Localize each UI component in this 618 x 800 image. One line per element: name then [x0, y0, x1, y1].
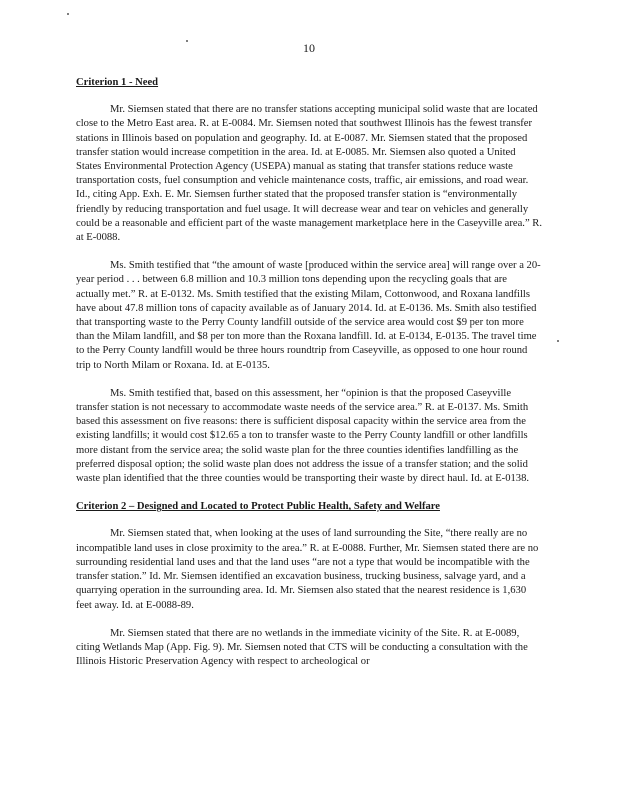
scan-speck: [67, 13, 69, 15]
scan-speck: [557, 340, 559, 342]
page-body: [76, 76, 542, 683]
paragraph: Mr. Siemsen stated that there are no transfer stations accepting municipal solid waste that are located close to the Metro East area. R. at E-0084. Mr. Siemsen noted that southwest Illinois has the fewest transfer stations in Illinois based on population and geography. Id. at E-0087. Mr. Siemsen stated that the proposed transfer station would increase competition in the area. Id. at E-0085. Mr. Siemsen also quoted a United States Environmental Protection Agency (USEPA) manual as stating that transfer stations reduce waste transportation costs, fuel consumption and vehicle maintenance costs, traffic, air emissions, and road wear. Id., citing App. Exh. E. Mr. Siemsen further stated that the proposed transfer station is “environmentally friendly by reducing transportation and fuel usage. It will decrease wear and tear on vehicles and generally could be a reasonable and efficient part of the waste management marketplace here in the Caseyville area.” R. at E-0088.: [76, 104, 543, 244]
paragraph: Ms. Smith testified that, based on this assessment, her “opinion is that the proposed Caseyville transfer station is not necessary to accommodate waste needs of the service area.” R. at E-0137. Ms. Smith based this assessment on five reasons: there is sufficient disposal capacity within the service area from the existing landfills; it would cost $12.65 a ton to transfer waste to the Perry County landfill or other landfills more distant from the service area; the solid waste plan for the three counties identifies landfilling as the preferred disposal option; the solid waste plan does not address the issue of a transfer station; and the solid waste plan identified that the three counties would be transporting their waste by direct haul. Id. at E-0138.: [76, 387, 530, 485]
paragraph: Mr. Siemsen stated that, when looking at the uses of land surrounding the Site, “there really are no incompatible land uses in close proximity to the area.” R. at E-0088. Further, Mr. Siemsen stated there are no surrounding residential land uses and that the land uses “are not a type that would be incompatible with the transfer station.” Id. Mr. Siemsen identified an excavation business, trucking business, salvage yard, and a quarrying operation in the surrounding area. Id. Mr. Siemsen also stated that the nearest residence is 1,630 feet away. Id. at E-0088-89.: [76, 528, 539, 611]
paragraph: Ms. Smith testified that “the amount of waste [produced within the service area] will range over a 20-year period . . . between 6.8 million and 10.3 million tons depending upon the recycling goals that are actually met.” R. at E-0132. Ms. Smith testified that the existing Milam, Cottonwood, and Roxana landfills have about 47.8 million tons of capacity available as of January 2014. Id. at E-0136. Ms. Smith also testified that transporting waste to the Perry County landfill outside of the service area would cost $9 per ton more than the Milam landfill, and $8 per ton more than the Roxana landfill. Id. at E-0134, E-0135. The travel time to the Perry County landfill would be three hours roundtrip from Caseyville, as opposed to one hour round trip to North Milam or Roxana. Id. at E-0135.: [76, 260, 541, 371]
section-heading-criterion-2: Criterion 2 – Designed and Located to Protect Public Health, Safety and Welfare: [76, 501, 440, 513]
page-number: 10: [303, 41, 315, 55]
section-heading-criterion-1: Criterion 1 - Need: [76, 77, 159, 88]
paragraph: Mr. Siemsen stated that there are no wetlands in the immediate vicinity of the Site. R. at E-0089, citing Wetlands Map (App. Fig. 9). Mr. Siemsen noted that CTS will be conducting a consultation with the Illinois Historic Preservation Agency with respect to archeological or: [76, 627, 528, 668]
